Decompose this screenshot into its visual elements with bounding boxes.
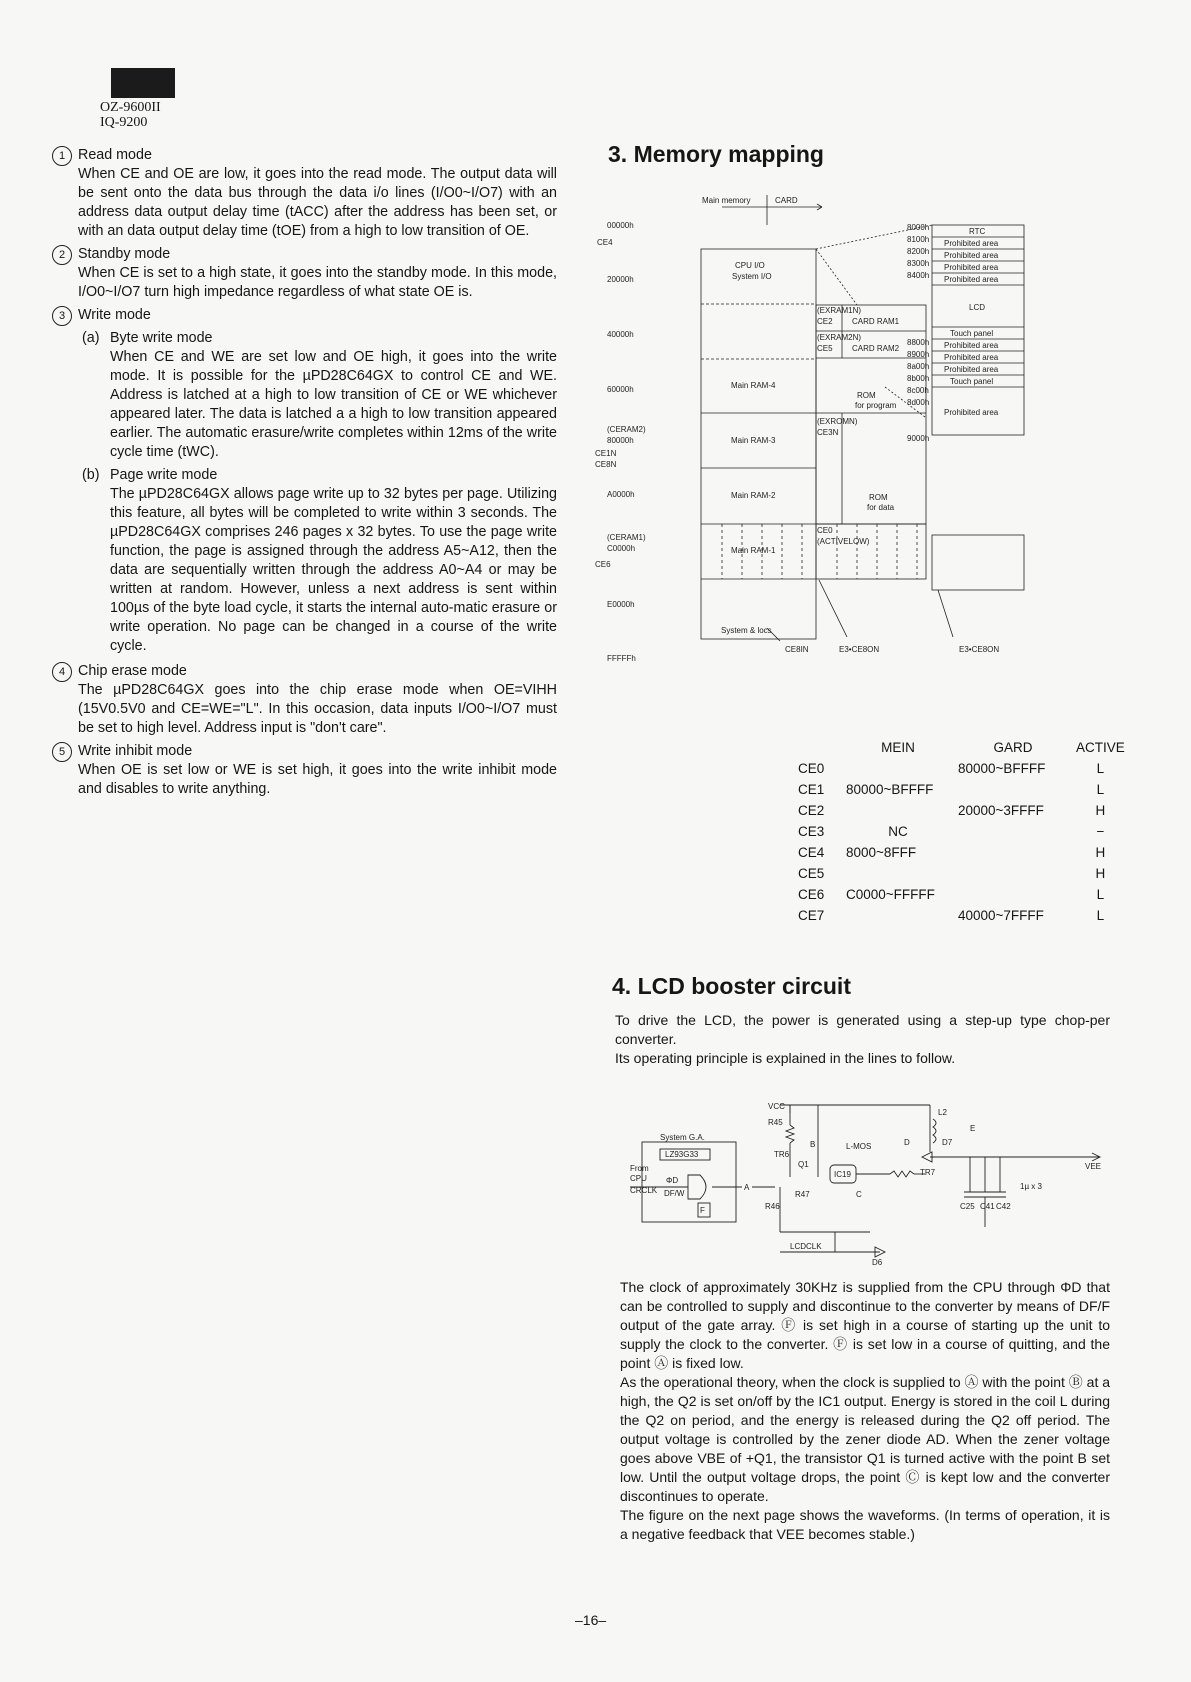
point-c: C <box>856 1190 862 1199</box>
rom-program-label: ROM <box>857 391 876 400</box>
table-row <box>794 758 1129 779</box>
section-body: When CE is set to a high state, it goes into the standby mode. In this mode, I/O0~I/O7 turn high impedance regardless of what state OE is. <box>78 265 557 300</box>
byte-write-subsection <box>52 329 557 462</box>
addr-8c00h: 8c00h <box>907 386 929 395</box>
table-cell: NC <box>888 824 908 839</box>
table-cell <box>954 821 1072 842</box>
for-program-label: for program <box>855 401 897 410</box>
section-title: Chip erase mode <box>78 663 187 679</box>
lmos-label: L-MOS <box>846 1142 872 1151</box>
page-write-subsection <box>52 466 557 656</box>
label-card: CARD <box>775 196 798 205</box>
table-row <box>794 842 1129 863</box>
tr6-label: TR6 <box>774 1150 790 1159</box>
ce1n-label: CE1N <box>595 449 617 458</box>
point-b: B <box>810 1140 816 1149</box>
addr-20000h: 20000h <box>607 275 634 284</box>
prohibited-area-8: Prohibited area <box>944 408 999 417</box>
section-title: Write inhibit mode <box>78 743 193 759</box>
addr-9000h: 9000h <box>907 434 930 443</box>
table-cell <box>954 779 1072 800</box>
model-line-2: IQ-9200 <box>100 115 148 130</box>
table-cell: CE6 <box>798 887 825 902</box>
memory-map-diagram <box>595 195 1107 715</box>
addr-c0000h: C0000h <box>607 544 636 553</box>
ic-label: LZ93G33 <box>665 1150 699 1159</box>
prohibited-area-4: Prohibited area <box>944 275 999 284</box>
addr-8300h: 8300h <box>907 259 930 268</box>
addr-a0000h: A0000h <box>607 490 635 499</box>
prohibited-area-1: Prohibited area <box>944 239 999 248</box>
table-cell: 80000~BFFFF <box>846 782 934 797</box>
table-cell: L <box>1096 908 1105 923</box>
table-header: MEIN <box>881 740 915 755</box>
circuit-svg <box>630 1097 1110 1267</box>
section-title: Write mode <box>78 307 151 323</box>
chip-erase-section <box>52 662 557 738</box>
ce8n-label: CE8N <box>595 460 617 469</box>
prohibited-area-3: Prohibited area <box>944 263 999 272</box>
phi-d-label: ΦD <box>666 1176 679 1185</box>
prohibited-area-5: Prohibited area <box>944 341 999 350</box>
addr-8a00h: 8a00h <box>907 362 930 371</box>
addr-8d00h: 8d00h <box>907 398 930 407</box>
logo-block <box>111 68 175 98</box>
intro-line: Its operating principle is explained in the lines to follow. <box>615 1050 956 1066</box>
addr-8100h: 8100h <box>907 235 930 244</box>
table-cell <box>954 863 1072 884</box>
e3-ce8on-label-1: E3•CE8ON <box>839 645 880 654</box>
e3-ce8on-label-2: E3•CE8ON <box>959 645 1000 654</box>
c42-label: C42 <box>996 1202 1011 1211</box>
dfw-label: DF/W <box>664 1189 685 1198</box>
subsection-body: When CE and WE are set low and OE high, it goes into the write mode. It is possible for the µPD28C64GX to control CE and WE. Address is latched at a high to low transition of CE or WE whichever appeared later. The data is latched a a high to low transition appeared earlier. The automatic erasure/write completes within 12ms of the write cycle time (tWC). <box>110 349 557 460</box>
table-cell: CE0 <box>798 761 825 776</box>
ce2-label: CE2 <box>817 317 833 326</box>
ce-table <box>794 737 1129 926</box>
ceram1-label: (CERAM1) <box>607 533 646 542</box>
write-mode-section <box>52 306 557 325</box>
subsection-title: Page write mode <box>110 467 218 483</box>
lcd-label: LCD <box>969 303 986 312</box>
card-ram1-label: CARD RAM1 <box>852 317 900 326</box>
crclk-label: CRCLK <box>630 1186 658 1195</box>
section-number: 2 <box>52 245 72 265</box>
intro-line: To drive the LCD, the power is generated using a step-up type chop-per converter. <box>615 1012 1110 1047</box>
addr-40000h: 40000h <box>607 330 634 339</box>
block-system-io: System I/O <box>732 272 772 281</box>
section-body: The µPD28C64GX goes into the chip erase mode when OE=VIHH (15V0.5V0 and CE=WE="L". In this occasion, data inputs I/O0~I/O7 must be set to high level. Address input is "don't care". <box>78 682 557 736</box>
section-number: 4 <box>52 662 72 682</box>
booster-circuit-diagram <box>630 1097 1110 1267</box>
from-label: From <box>630 1164 649 1173</box>
read-mode-section <box>52 146 557 241</box>
table-cell <box>842 863 954 884</box>
table-row <box>794 821 1129 842</box>
cpu-label: CPU <box>630 1174 647 1183</box>
table-row <box>794 779 1129 800</box>
standby-mode-section <box>52 245 557 302</box>
table-header: GARD <box>993 740 1033 755</box>
activelow-label: (ACTIVELOW) <box>817 537 870 546</box>
table-cell: C0000~FFFFF <box>846 887 935 902</box>
table-cell: 20000~3FFFF <box>958 803 1044 818</box>
page-number: –16– <box>575 1612 607 1628</box>
exromn-label: (EXROMN) <box>817 417 858 426</box>
r47-label: R47 <box>795 1190 810 1199</box>
prohibited-area-6: Prohibited area <box>944 353 999 362</box>
table-header: ACTIVE <box>1076 740 1125 755</box>
ce0-label: CE0 <box>817 526 833 535</box>
addr-8200h: 8200h <box>907 247 930 256</box>
table-row <box>794 905 1129 926</box>
left-column <box>52 146 557 803</box>
ce4-label: CE4 <box>597 238 613 247</box>
table-cell: 8000~8FFF <box>846 845 917 860</box>
table-header-row <box>794 737 1129 758</box>
table-cell: CE7 <box>798 908 825 923</box>
vcc-label: VCC <box>768 1102 785 1111</box>
addr-e0000h: E0000h <box>607 600 635 609</box>
addr-8400h: 8400h <box>907 271 930 280</box>
table-cell: 40000~7FFFF <box>958 908 1044 923</box>
exram1n-label: (EXRAM1N) <box>817 306 862 315</box>
section-body: When CE and OE are low, it goes into the read mode. The output data will be sent onto the data bus through the data i/o lines (I/O0~I/O7) with an address data output delay time (tACC) after the address has been set, or with an data output delay time (tOE) from a high to low transition of OE. <box>78 166 557 239</box>
booster-explanation <box>620 1278 1110 1544</box>
memory-map-svg <box>595 195 1107 715</box>
table-cell: H <box>1095 803 1106 818</box>
ic19-label: IC19 <box>834 1170 851 1179</box>
prohibited-area-7: Prohibited area <box>944 365 999 374</box>
touch-panel-2: Touch panel <box>950 377 994 386</box>
d6-label: D6 <box>872 1258 883 1267</box>
point-e: E <box>970 1124 976 1133</box>
lcd-booster-heading: 4. LCD booster circuit <box>612 973 851 999</box>
addr-8900h: 8900h <box>907 350 930 359</box>
ce-address-table <box>794 737 1129 926</box>
table-header <box>794 737 842 758</box>
section-number: 1 <box>52 146 72 166</box>
addr-fffffh: FFFFFh <box>607 654 636 663</box>
memory-mapping-heading: 3. Memory mapping <box>608 141 824 167</box>
addr-80000h: 80000h <box>607 436 634 445</box>
subsection-title: Byte write mode <box>110 330 213 346</box>
table-cell: H <box>1095 866 1106 881</box>
r46-label: R46 <box>765 1202 780 1211</box>
explanation-paragraph: The clock of approximately 30KHz is supplied from the CPU through ΦD that can be controlled to supply and discontinue to the converter by means of DF/F output of the gate array. Ⓕ is set high in a course of starting up the unit to supply the clock to the converter. Ⓕ is set low in a course of quitting, and the point Ⓐ is fixed low. <box>620 1279 1110 1371</box>
table-cell: CE2 <box>798 803 825 818</box>
table-row <box>794 863 1129 884</box>
block-system-locs: System & locs <box>721 626 772 635</box>
q1-label: Q1 <box>798 1160 809 1169</box>
caps-label: 1µ x 3 <box>1020 1182 1042 1191</box>
d7-label: D7 <box>942 1138 953 1147</box>
section-title: Read mode <box>78 147 152 163</box>
table-cell: 80000~BFFFF <box>958 761 1046 776</box>
card-ram2-label: CARD RAM2 <box>852 344 900 353</box>
tr7-label: TR7 <box>920 1168 936 1177</box>
block-cpu-io: CPU I/O <box>735 261 765 270</box>
table-cell: CE4 <box>798 845 825 860</box>
table-cell: L <box>1096 782 1105 797</box>
block-main-ram-2: Main RAM-2 <box>731 491 776 500</box>
for-data-label: for data <box>867 503 895 512</box>
table-cell <box>842 905 954 926</box>
addr-00000h: 00000h <box>607 221 634 230</box>
block-main-ram-3: Main RAM-3 <box>731 436 776 445</box>
touch-panel-1: Touch panel <box>950 329 994 338</box>
block-main-ram-1: Main RAM-1 <box>731 546 776 555</box>
table-row <box>794 884 1129 905</box>
addr-8000h: 8000h <box>907 223 930 232</box>
table-cell <box>842 758 954 779</box>
addr-60000h: 60000h <box>607 385 634 394</box>
table-cell <box>842 800 954 821</box>
ce6-label: CE6 <box>595 560 611 569</box>
exram2n-label: (EXRAM2N) <box>817 333 862 342</box>
section-number: 3 <box>52 306 72 326</box>
subsection-body: The µPD28C64GX allows page write up to 32 bytes per page. Utilizing this feature, all bytes will be completed to write within 3 seconds. The µPD28C64GX comprises 246 pages x 32 bytes. To use the page write function, the page is assigned through the address A5~A12, then the data are sequentially written through the address A0~A4 or may be written at random. However, unless a next address is sent within 100µs of the byte load cycle, it starts the internal auto-matic erasure or write operation. No page can be changed in a course of the write cycle. <box>110 486 557 654</box>
point-d: D <box>904 1138 910 1147</box>
table-row <box>794 800 1129 821</box>
section-number: 5 <box>52 742 72 762</box>
subsection-label: (a) <box>82 330 100 346</box>
cetam2-label: (CERAM2) <box>607 425 646 434</box>
table-cell <box>954 842 1072 863</box>
subsection-label: (b) <box>82 467 100 483</box>
point-f: F <box>700 1206 705 1215</box>
ce5-label: CE5 <box>817 344 833 353</box>
table-cell: CE3 <box>798 824 825 839</box>
vee-label: VEE <box>1085 1162 1102 1171</box>
c41-label: C41 <box>980 1202 995 1211</box>
write-inhibit-section <box>52 742 557 799</box>
r45-label: R45 <box>768 1118 783 1127</box>
table-cell: CE1 <box>798 782 825 797</box>
table-cell: L <box>1096 761 1105 776</box>
addr-8800h: 8800h <box>907 338 930 347</box>
explanation-paragraph: The figure on the next page shows the waveforms. (In terms of operation, it is a negative feedback that VEE becomes stable.) <box>620 1507 1110 1542</box>
table-cell: CE5 <box>798 866 825 881</box>
table-cell: L <box>1096 887 1105 902</box>
block-main-ram-4: Main RAM-4 <box>731 381 776 390</box>
ce8in-label: CE8IN <box>785 645 809 654</box>
section-body: When OE is set low or WE is set high, it goes into the write inhibit mode and disables to write anything. <box>78 762 557 797</box>
table-cell: − <box>1096 824 1105 839</box>
model-line-1: OZ-9600II <box>100 100 161 115</box>
explanation-paragraph: As the operational theory, when the clock is supplied to Ⓐ with the point Ⓑ at a high, the Q2 is set on/off by the IC1 output. Energy is stored in the coil L during the Q2 on period, and the energy is released during the Q2 off period. The output voltage is controlled by the zener diode AD. When the zener voltage goes above VBE of +Q1, the transistor Q1 is turned active with the point B set low. Until the output voltage drops, the point Ⓒ is kept low and the converter discontinues to operate. <box>620 1374 1111 1504</box>
rtc-label: RTC <box>969 227 986 236</box>
prohibited-area-2: Prohibited area <box>944 251 999 260</box>
label-main-memory: Main memory <box>702 196 751 205</box>
lcdclk-label: LCDCLK <box>790 1242 822 1251</box>
c25-label: C25 <box>960 1202 975 1211</box>
l2-label: L2 <box>938 1108 947 1117</box>
table-cell <box>954 884 1072 905</box>
table-cell: H <box>1095 845 1106 860</box>
section-title: Standby mode <box>78 246 171 262</box>
ce3n-label: CE3N <box>817 428 839 437</box>
addr-8b00h: 8b00h <box>907 374 930 383</box>
point-a: A <box>744 1183 750 1192</box>
rom-data-label: ROM <box>869 493 888 502</box>
lcd-intro <box>615 1011 1110 1068</box>
system-ga-label: System G.A. <box>660 1133 705 1142</box>
